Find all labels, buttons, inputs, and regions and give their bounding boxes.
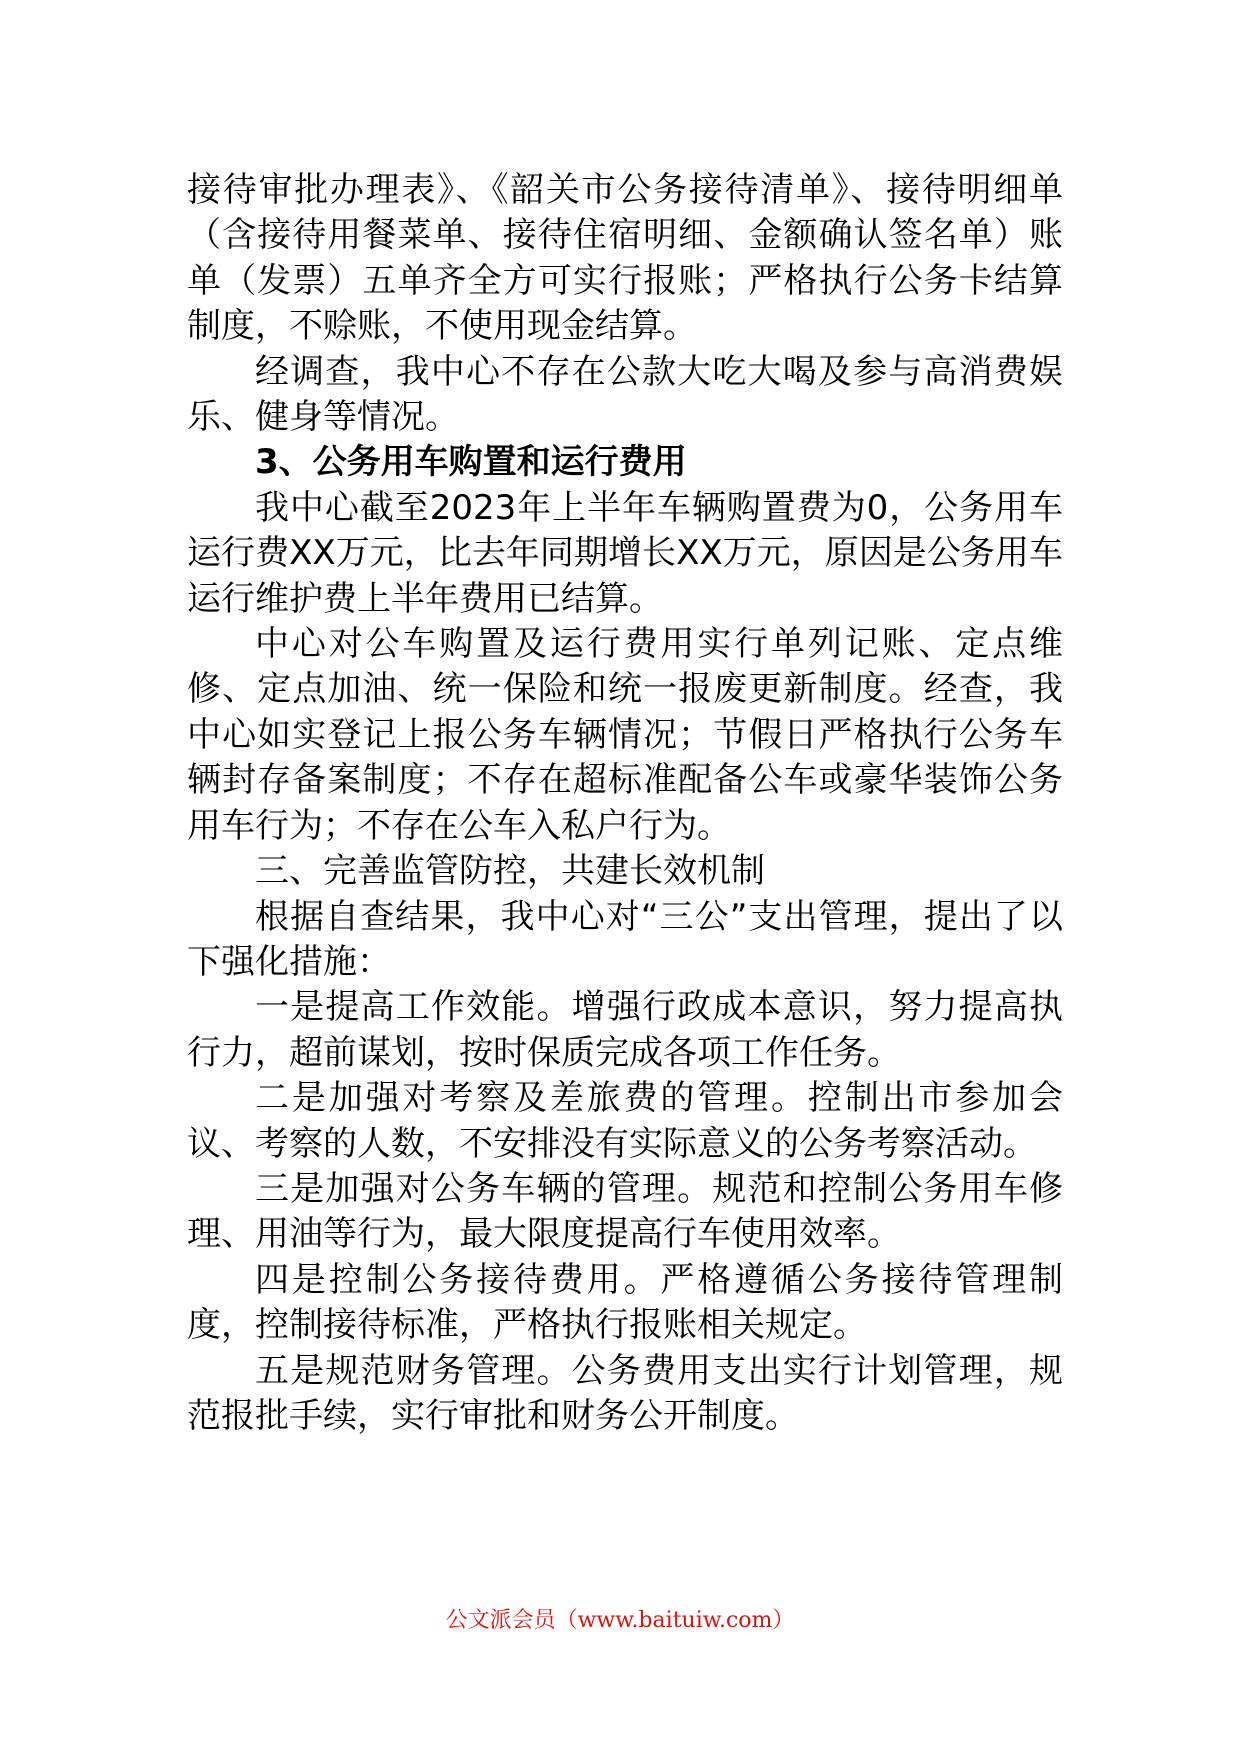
section-heading-vehicles: 3、公务用车购置和运行费用 bbox=[255, 442, 687, 483]
paragraph-measure-4: 四是控制公务接待费用。严格遵循公务接待管理制度，控制接待标准，严格执行报账相关规定。 bbox=[187, 1259, 1063, 1346]
paragraph-vehicle-management: 中心对公车购置及运行费用实行单列记账、定点维修、定点加油、统一保险和统一报废更新制度。经查，我中心如实登记上报公务车辆情况；节假日严格执行公务车辆封存备案制度；不存在超标准配备公车或豪华装饰公务用车行为；不存在公车入私户行为。 bbox=[187, 624, 1063, 846]
paragraph-measure-5: 五是规范财务管理。公务费用支出实行计划管理，规范报批手续，实行审批和财务公开制度。 bbox=[187, 1350, 1063, 1436]
paragraph-investigation: 经调查，我中心不存在公款大吃大喝及参与高消费娱乐、健身等情况。 bbox=[187, 351, 1063, 438]
document-body bbox=[187, 168, 1063, 1439]
paragraph-measure-3: 三是加强对公务车辆的管理。规范和控制公务用车修理、用油等行为，最大限度提高行车使用效率。 bbox=[187, 1168, 1063, 1255]
paragraph-measures-intro: 根据自查结果，我中心对“三公”支出管理，提出了以下强化措施： bbox=[187, 896, 1063, 982]
paragraph-measure-2: 二是加强对考察及差旅费的管理。控制出市参加会议、考察的人数，不安排没有实际意义的公务考察活动。 bbox=[187, 1078, 1063, 1164]
paragraph-continued-receipts: 接待审批办理表》、《韶关市公务接待清单》、接待明细单（含接待用餐菜单、接待住宿明细、金额确认签名单）账单（发票）五单齐全方可实行报账；严格执行公务卡结算制度，不赊账，不使用现金结算。 bbox=[187, 170, 1063, 347]
section-heading-supervision: 三、完善监管防控，共建长效机制 bbox=[255, 851, 765, 892]
footer-watermark: 公文派会员（www.baituiw.com） bbox=[445, 1608, 795, 1633]
paragraph-measure-1: 一是提高工作效能。增强行政成本意识，努力提高执行力，超前谋划，按时保质完成各项工作任务。 bbox=[187, 987, 1063, 1073]
paragraph-vehicle-costs: 我中心截至2023年上半年车辆购置费为0，公务用车运行费XX万元，比去年同期增长XX万元，原因是公务用车运行维护费上半年费用已结算。 bbox=[187, 487, 1063, 619]
